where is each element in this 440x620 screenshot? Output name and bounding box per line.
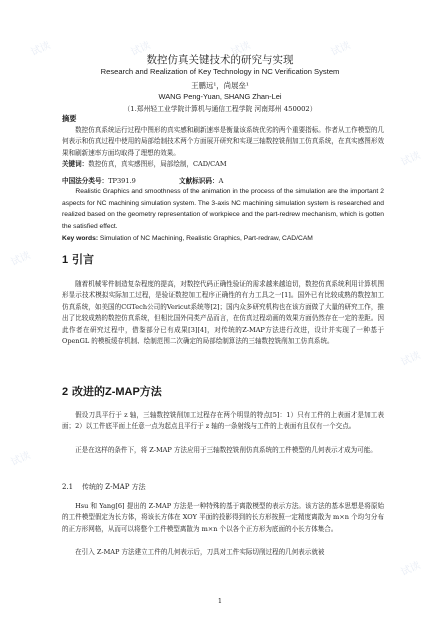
section-2-title-tail: 方法 bbox=[139, 385, 162, 398]
clc-label: 中国法分类号： bbox=[62, 177, 109, 185]
section-1-title: 引言 bbox=[71, 253, 94, 266]
affiliation: （1.郑州轻工业学院计算机与通信工程学院 河南郑州 450002） bbox=[123, 105, 317, 113]
section-1-heading bbox=[62, 251, 94, 267]
subsection-2-1-heading bbox=[62, 482, 146, 492]
clc-value: TP391.9 bbox=[108, 177, 136, 185]
authors-zh: 王鹏远¹，尚展垒¹ bbox=[191, 81, 249, 90]
watermark-text: 试读 bbox=[399, 350, 423, 369]
watermark-text: 试读 bbox=[329, 40, 353, 59]
paper-title-zh: 数控仿真关键技术的研究与实现 bbox=[146, 54, 294, 66]
keywords-en bbox=[62, 233, 384, 245]
paper-title-en: Research and Realization of Key Technology in NC Verification System bbox=[100, 67, 340, 76]
watermark-text: 试读 bbox=[9, 250, 33, 269]
watermark-text: 试读 bbox=[129, 40, 153, 59]
section-2-title-en: Z-MAP bbox=[104, 386, 140, 398]
keywords-zh-label: 关键词： bbox=[62, 160, 89, 168]
keywords-en-label: Key words: bbox=[62, 235, 99, 242]
doc-code-value: A bbox=[218, 177, 224, 185]
keywords-zh bbox=[62, 159, 384, 170]
doc-code bbox=[179, 175, 223, 185]
abstract-zh: 数控仿真系统运行过程中图形的真实感和刷新速率是衡量该系统优劣的两个重要指标。作者从工作模型的几何表示和仿真过程中使用的局部绘制技术两个方面展开研究和实现三轴数控铣削加工仿真系统，在真实感图形效果和刷新速率方面均取得了理想的效果。 bbox=[62, 126, 384, 157]
abstract-label: 摘要 bbox=[62, 114, 77, 123]
section-2-number: 2 bbox=[62, 386, 69, 398]
keywords-en-text: Simulation of NC Machining, Realistic Graphics, Part-redraw, CAD/CAM bbox=[99, 235, 313, 242]
subsection-2-1-title: 传统的 Z-MAP 方法 bbox=[82, 483, 146, 491]
section-2-paragraph-1: 假设刀具平行于 z 轴，三轴数控铣削加工过程存在两个明显的特点[5]：1）只有工件的上表面才是加工表面；2）以工件底平面上任意一点为起点且平行于 z 轴的一条射线与工件的上表面有且仅有一个交点。 bbox=[62, 411, 384, 431]
clc-number bbox=[62, 175, 136, 185]
keywords-zh-text: 数控仿真，真实感图形，局部绘制，CAD/CAM bbox=[88, 160, 227, 168]
section-1-number: 1 bbox=[62, 254, 69, 266]
subsection-2-1-number: 2.1 bbox=[62, 483, 74, 491]
section-1-paragraph: 随着机械零件制造复杂程度的提高，对数控代码正确性验证的需求越来越迫切，数控仿真系统利用计算机图形显示技术模拟实际加工过程，是验证数控加工程序正确性的有力工具之一[1]。国外已有比较成熟的数控加工仿真系统，如美国的CGTech公司的Vericut系统等[2]；国内众多研究机构也在该方面做了大量的研究工作，推出了比较成熟的数控仿真系统，但相比国外同类产品而言，在仿真过程动画的效果方面仍然存在一定的差距。因此作者在研究过程中，借鉴部分已有成果[3][4]，对传统的Z-MAP方法进行改进，设计并实现了一种基于OpenGL 的模板缓存机制、绘制范围二次确定的局部绘制算法的三轴数控铣削加工仿真系统。 bbox=[62, 280, 384, 346]
doc-code-label: 文献标识码： bbox=[179, 177, 219, 185]
page-number: 1 bbox=[217, 597, 223, 605]
section-2-paragraph-2: 正是在这样的条件下，将 Z-MAP 方法应用于三轴数控铣削仿真系统的工件模型的几何表示才成为可能。 bbox=[75, 446, 377, 454]
abstract-en: Realistic Graphics and smoothness of the animation in the process of the simulation are the important 2 aspects for NC machining simulation system. The 3-axis NC machining simulation system is researched and realized based on the geometry representation of workpiece and the part-redrew mechanism, which is gotten the satisfied effect. bbox=[62, 188, 384, 230]
watermark-text: 试读 bbox=[229, 40, 253, 59]
watermark-text: 试读 bbox=[399, 560, 423, 579]
watermark-text: 试读 bbox=[9, 450, 33, 469]
watermark-text: 试读 bbox=[29, 40, 53, 59]
subsection-2-1-paragraph-2: 在引入 Z-MAP 方法建立工件的几何表示后，刀具对工件实际切削过程的几何表示就被 bbox=[75, 548, 325, 556]
authors-en: WANG Peng-Yuan, SHANG Zhan-Lei bbox=[158, 92, 282, 101]
section-2-heading bbox=[62, 383, 162, 399]
section-2-title-zh: 改进的 bbox=[71, 385, 105, 398]
watermark-text: 试读 bbox=[399, 150, 423, 169]
subsection-2-1-paragraph-1: Hsu 和 Yang[6] 提出的 Z-MAP 方法是一种特殊的基于离散模型的表示方法。该方法的基本思想是将原始的工件模型假定为长方体，将该长方体在 XOY 平面的投影得到的长方形按照一定精度离散为 m×n 个均匀分布的正方形网格，从而可以将整个工件模型离散为 m×n 个以各个正方形为底面的小长方体集合。 bbox=[62, 502, 384, 533]
